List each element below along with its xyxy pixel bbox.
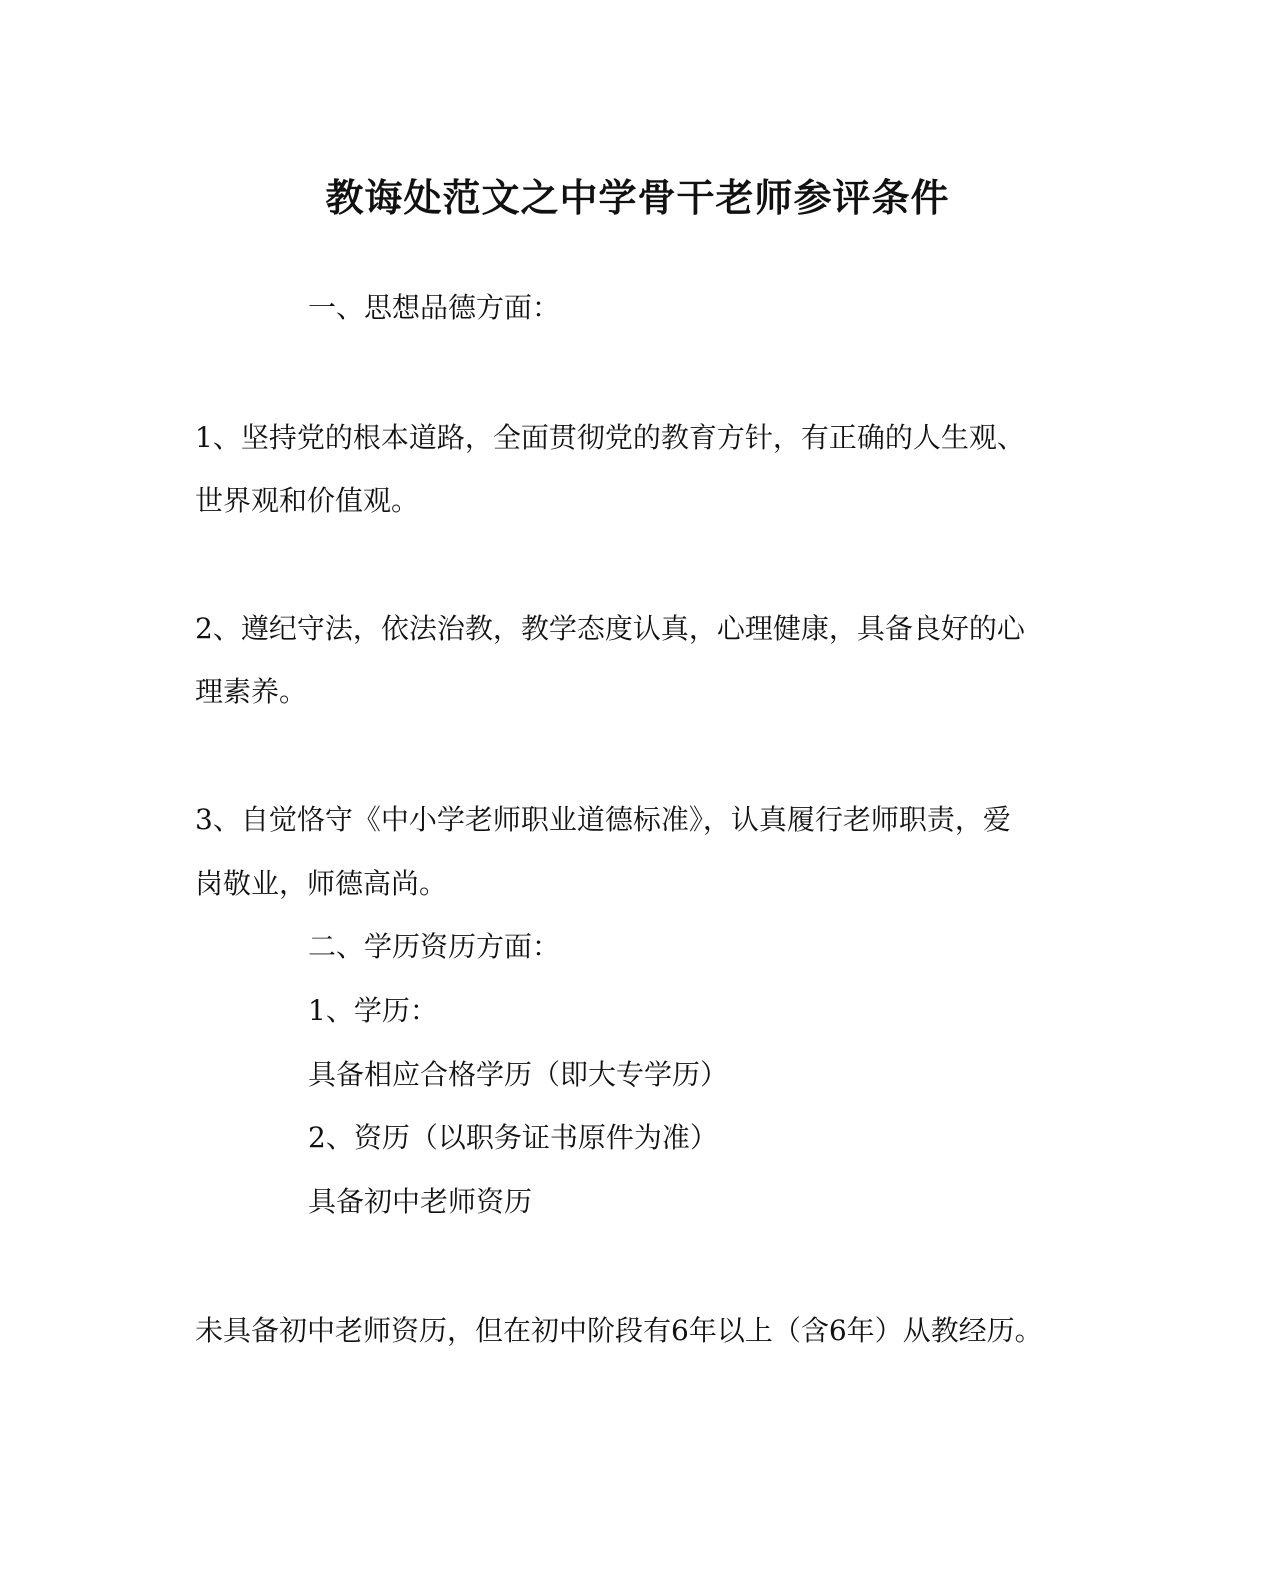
sub2-text: 具备初中老师资历: [308, 1185, 533, 1218]
final-line: 未具备初中老师资历，但在初中阶段有6年以上（含6年）从教经历。: [195, 1314, 1043, 1347]
section2-heading: 二、学历资历方面：: [308, 930, 561, 963]
item2-line2: 理素养。: [195, 675, 308, 708]
item1-line2: 世界观和价值观。: [195, 484, 420, 517]
item3-line1: 3、自觉恪守《中小学老师职业道德标准》，认真履行老师职责，爱: [195, 803, 1011, 836]
item1-line1: 1、坚持党的根本道路，全面贯彻党的教育方针，有正确的人生观、: [195, 421, 1025, 454]
item3-line2: 岗敬业，师德高尚。: [195, 867, 448, 900]
sub1-text: 具备相应合格学历（即大专学历）: [308, 1058, 729, 1091]
document-title: 教诲处范文之中学骨干老师参评条件: [325, 175, 950, 220]
item2-line1: 2、遵纪守法，依法治教，教学态度认真，心理健康，具备良好的心: [195, 612, 1025, 645]
sub2-heading: 2、资历（以职务证书原件为准）: [308, 1121, 718, 1154]
section1-heading: 一、思想品德方面：: [308, 291, 561, 324]
sub1-heading: 1、学历：: [308, 994, 438, 1027]
